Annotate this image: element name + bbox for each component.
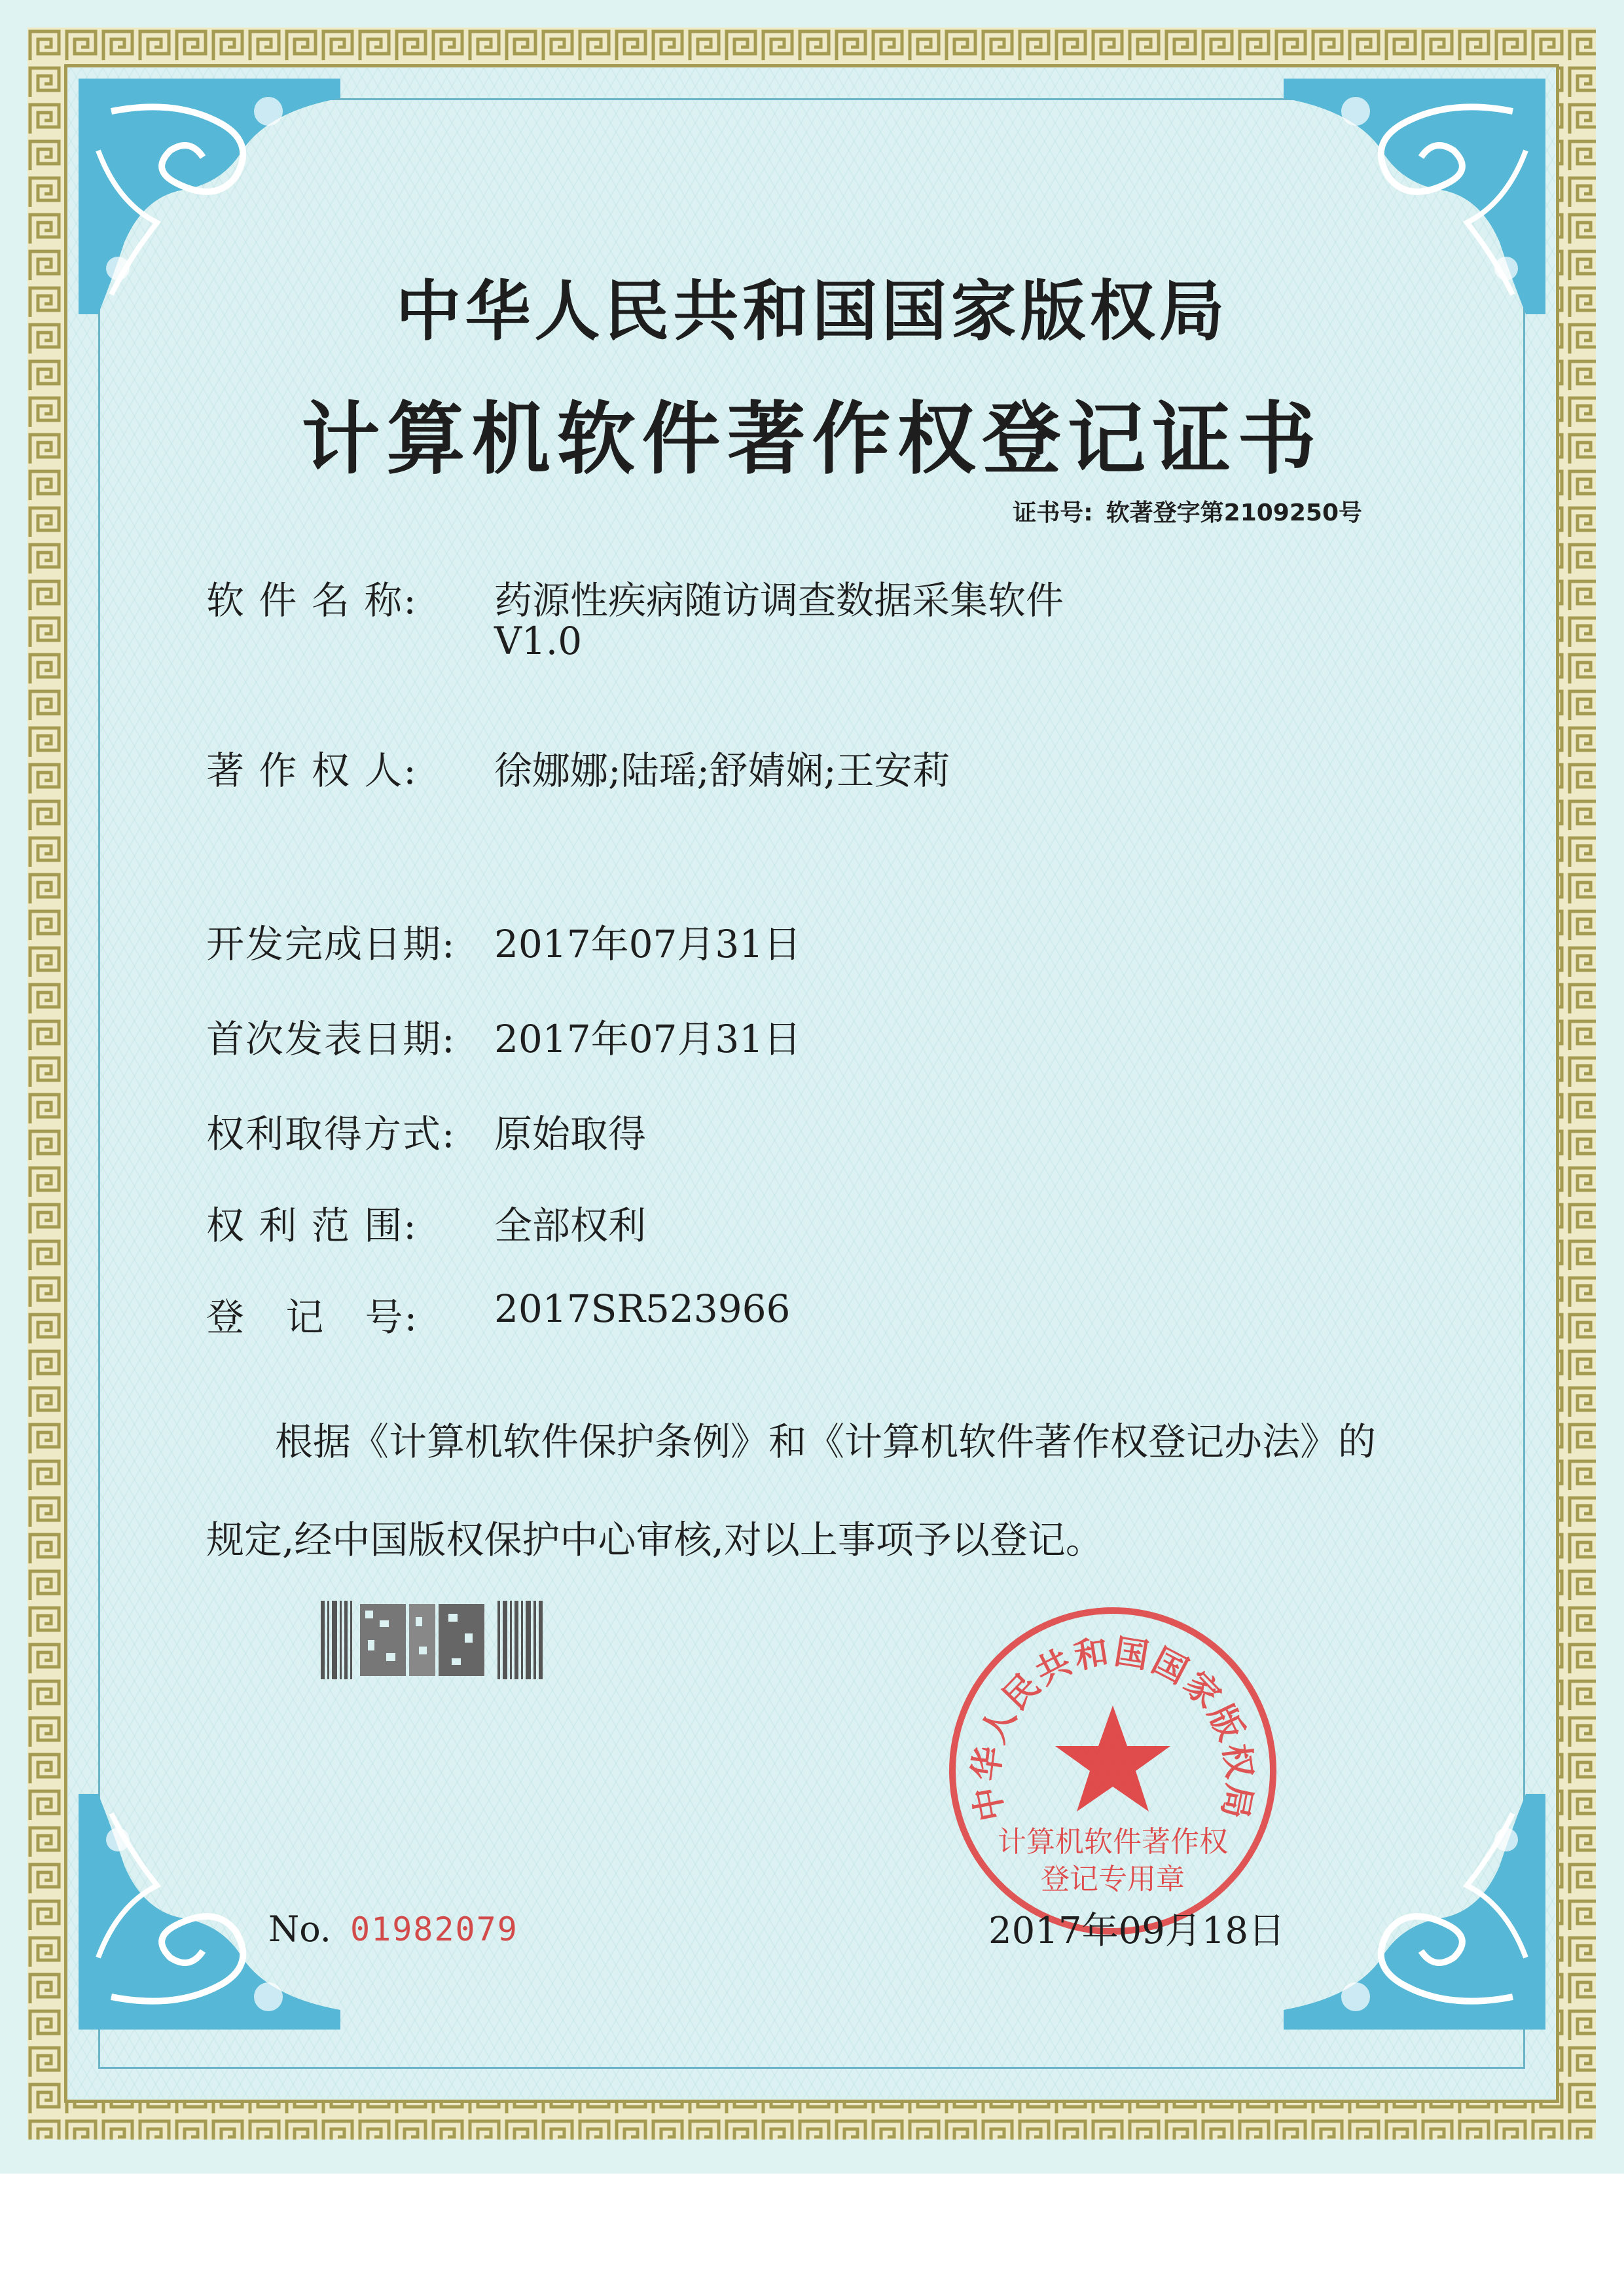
statement-line-1: 根据《计算机软件保护条例》和《计算机软件著作权登记办法》的 <box>275 1419 1377 1464</box>
field-label-acquisition-method: 权利取得方式: <box>206 1112 456 1156</box>
field-label-publication-date: 首次发表日期: <box>206 1017 456 1061</box>
certificate-number-value: 软著登字第2109250号 <box>1106 500 1362 526</box>
field-value-registration-number: 2017SR523966 <box>494 1286 791 1331</box>
barcode <box>321 1601 547 1679</box>
field-label-registration-number: 登 记 号: <box>206 1295 419 1339</box>
certificate-title: 计算机软件著作权登记证书 <box>301 394 1323 485</box>
field-label-rights-scope: 权 利 范 围: <box>206 1203 418 1248</box>
serial-number-value: 01982079 <box>350 1910 518 1948</box>
seal-center-line-1: 计算机软件著作权 <box>998 1825 1228 1859</box>
serial-number-label: No. <box>268 1908 331 1950</box>
statement-line-2: 规定,经中国版权保护中心审核,对以上事项予以登记。 <box>206 1518 1104 1562</box>
issue-date: 2017年09月18日 <box>988 1910 1286 1952</box>
field-value-acquisition-method: 原始取得 <box>494 1112 647 1156</box>
field-label-development-date: 开发完成日期: <box>206 922 456 966</box>
field-label-copyright-owner: 著 作 权 人: <box>206 748 418 793</box>
field-value-publication-date: 2017年07月31日 <box>494 1017 802 1061</box>
certificate-number-label: 证书号: <box>1013 500 1093 526</box>
field-value-copyright-owner: 徐娜娜;陆瑶;舒婧娴;王安莉 <box>494 748 950 793</box>
official-seal <box>943 1601 1283 1941</box>
certificate-number <box>1013 494 1362 528</box>
issuing-authority: 中华人民共和国国家版权局 <box>395 273 1229 350</box>
field-value-rights-scope: 全部权利 <box>494 1203 647 1248</box>
field-value-software-name: 药源性疾病随访调查数据采集软件 <box>494 578 1064 623</box>
corner-ornament-bottom-right <box>1277 1787 1552 2036</box>
field-label-software-name: 软 件 名 称: <box>206 578 418 623</box>
field-value-software-version: V1.0 <box>494 619 583 663</box>
field-value-development-date: 2017年07月31日 <box>494 922 802 966</box>
seal-center-line-2: 登记专用章 <box>1041 1863 1185 1896</box>
seal-ring-text: 中华人民共和国国家版权局 <box>966 1632 1259 1825</box>
